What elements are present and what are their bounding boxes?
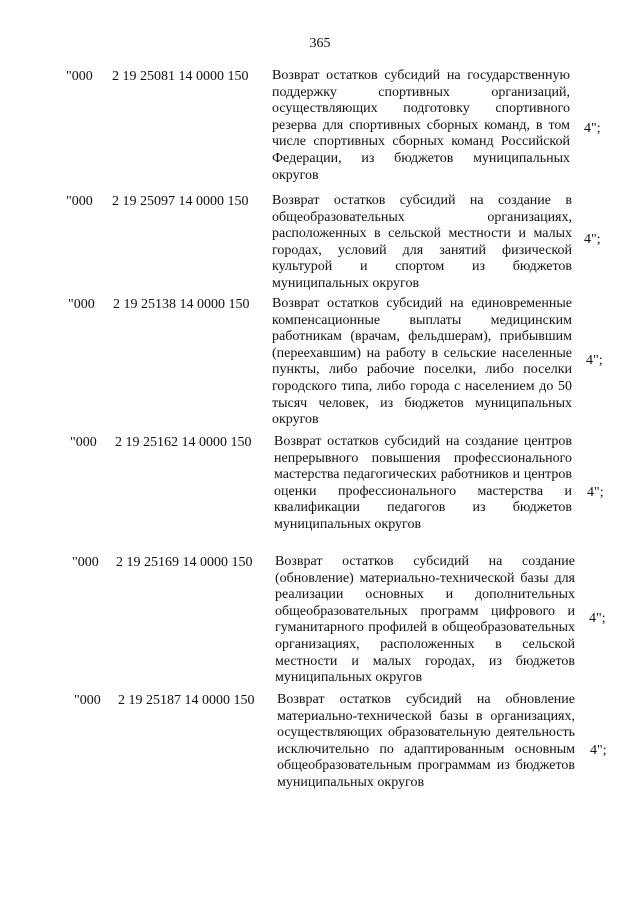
- entry-description: Возврат остатков субсидий на обновление материально-технической базы в организациях, осуществляющих образовательную деятельность исключительно по адаптированным основным общеобразовательным программам из бюджетов муниципальных округов: [277, 692, 575, 790]
- entry-code: "000: [66, 69, 93, 84]
- entry-code: "000: [66, 194, 93, 209]
- entry-suffix: 4";: [587, 485, 604, 500]
- entry-kbk: 2 19 25162 14 0000 150: [115, 435, 252, 450]
- page-number: 365: [309, 36, 331, 51]
- budget-code-entry: [0, 554, 640, 692]
- budget-code-entry: [0, 692, 640, 814]
- entry-description: Возврат остатков субсидий на создание (обновление) материально-технической базы для реализации основных и дополнительных общеобразовательных программ цифрового и гуманитарного профилей в общеобразовательных организациях, расположенных в сельской местности и малых городах, из бюджетов муниципальных округов: [275, 554, 575, 686]
- entry-code: "000: [70, 435, 97, 450]
- entry-suffix: 4";: [590, 743, 607, 758]
- budget-code-entry: [0, 434, 640, 552]
- entry-kbk: 2 19 25138 14 0000 150: [113, 297, 250, 312]
- entry-description: Возврат остатков субсидий на государственную поддержку спортивных организаций, осуществляющих подготовку спортивного резерва для спортивных сборных команд, в том числе спортивных сборных команд Российской Федерации, из бюджетов муниципальных округов: [272, 68, 570, 183]
- entry-kbk: 2 19 25169 14 0000 150: [116, 555, 253, 570]
- entry-code: "000: [68, 297, 95, 312]
- entry-kbk: 2 19 25187 14 0000 150: [118, 693, 255, 708]
- entry-suffix: 4";: [584, 121, 601, 136]
- entry-kbk: 2 19 25081 14 0000 150: [112, 69, 249, 84]
- budget-code-entry: [0, 193, 640, 295]
- budget-code-entry: [0, 296, 640, 434]
- entry-suffix: 4";: [584, 232, 601, 247]
- entry-suffix: 4";: [589, 611, 606, 626]
- entry-kbk: 2 19 25097 14 0000 150: [112, 194, 249, 209]
- entry-suffix: 4";: [586, 353, 603, 368]
- entry-code: "000: [72, 555, 99, 570]
- entry-code: "000: [74, 693, 101, 708]
- entry-description: Возврат остатков субсидий на единовременные компенсационные выплаты медицинским работникам (врачам, фельдшерам), прибывшим (переехавшим) на работу в сельские населенные пункты, либо рабочие поселки, либо поселки городского типа, либо города с населением до 50 тысяч человек, из бюджетов муниципальных округов: [272, 296, 572, 428]
- entry-description: Возврат остатков субсидий на создание центров непрерывного повышения профессионального мастерства педагогических работников и центров оценки профессионального мастерства и квалификации педагогов из бюджетов муниципальных округов: [274, 434, 572, 532]
- budget-code-entry: [0, 68, 640, 190]
- entry-description: Возврат остатков субсидий на создание в общеобразовательных организациях, расположенных в сельской местности и малых городах, условий для занятий физической культурой и спортом из бюджетов муниципальных округов: [272, 193, 572, 291]
